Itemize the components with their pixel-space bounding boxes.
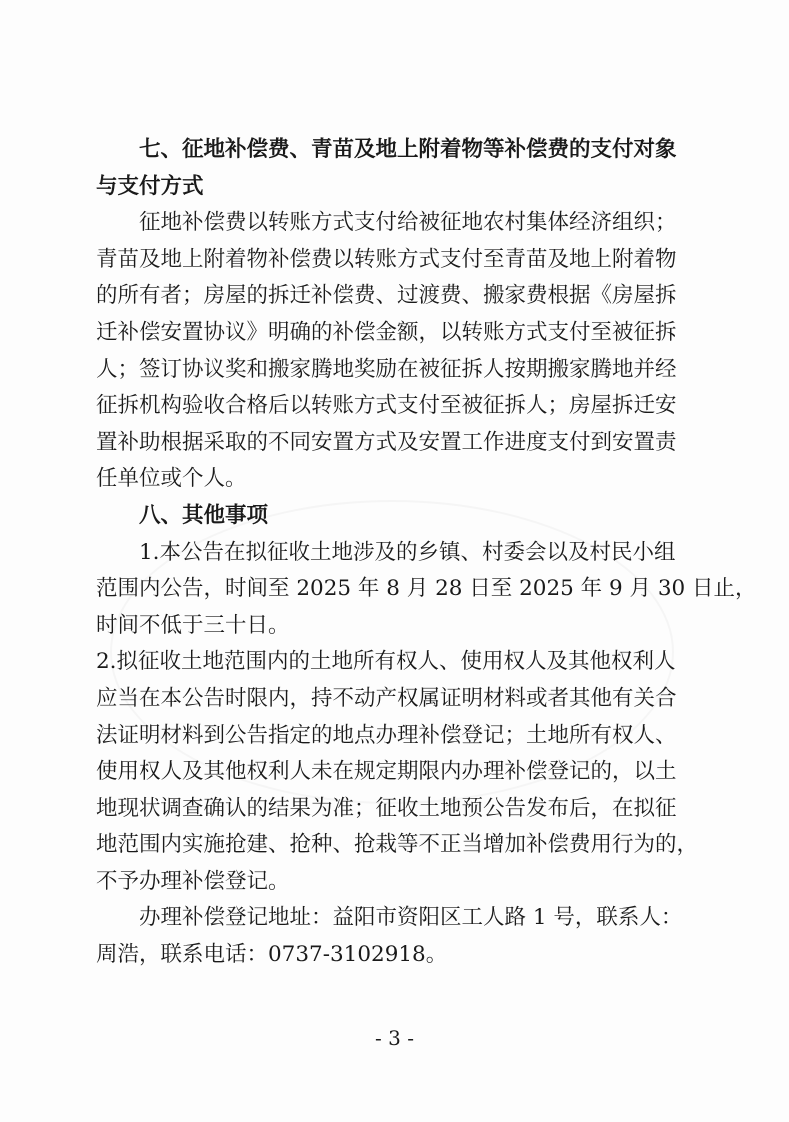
page-number: - 3 -	[375, 1026, 414, 1050]
item-2-line: 地范围内实施抢建、抢种、抢栽等不正当增加补偿费用行为的，	[96, 832, 699, 858]
paragraph-line: 征拆机构验收合格后以转账方式支付至被征拆人；房屋拆迁安	[96, 393, 677, 419]
item-2-line: 使用权人及其他权利人未在规定期限内办理补偿登记的，以土	[96, 759, 677, 785]
section-7	[96, 132, 757, 974]
section-7-heading-cont: 与支付方式	[96, 173, 204, 199]
item-1-line: 时间不低于三十日。	[96, 612, 290, 638]
section-8-heading: 八、其他事项	[139, 502, 269, 528]
paragraph-line: 的所有者；房屋的拆迁补偿费、过渡费、搬家费根据《房屋拆	[96, 283, 677, 309]
contact-line: 办理补偿登记地址：益阳市资阳区工人路 1 号，联系人：	[139, 905, 683, 931]
paragraph-line: 迁补偿安置协议》明确的补偿金额，以转账方式支付至被征拆	[96, 319, 677, 345]
paragraph-line: 人；签订协议奖和搬家腾地奖励在被征拆人按期搬家腾地并经	[96, 356, 677, 382]
paragraph-line: 任单位或个人。	[96, 466, 247, 492]
item-2-line: 法证明材料到公告指定的地点办理补偿登记；土地所有权人、	[96, 722, 677, 748]
item-1-line: 1.本公告在拟征收土地涉及的乡镇、村委会以及村民小组	[139, 539, 676, 565]
paragraph-line: 征地补偿费以转账方式支付给被征地农村集体经济组织；	[139, 210, 677, 236]
item-2-line: 2.拟征收土地范围内的土地所有权人、使用权人及其他权利人	[96, 649, 676, 675]
item-2-line: 地现状调查确认的结果为准；征收土地预公告发布后，在拟征	[96, 795, 677, 821]
contact-line: 周浩，联系电话：0737-3102918。	[96, 942, 448, 968]
paragraph-line: 置补助根据采取的不同安置方式及安置工作进度支付到安置责	[96, 429, 677, 455]
item-1-line: 范围内公告，时间至 2025 年 8 月 28 日至 2025 年 9 月 30 日止，	[96, 576, 757, 602]
item-2-line: 应当在本公告时限内，持不动产权属证明材料或者其他有关合	[96, 685, 677, 711]
item-2-line: 不予办理补偿登记。	[96, 868, 290, 894]
section-7-heading: 七、征地补偿费、青苗及地上附着物等补偿费的支付对象	[139, 137, 677, 162]
paragraph-line: 青苗及地上附着物补偿费以转账方式支付至青苗及地上附着物	[96, 246, 677, 272]
